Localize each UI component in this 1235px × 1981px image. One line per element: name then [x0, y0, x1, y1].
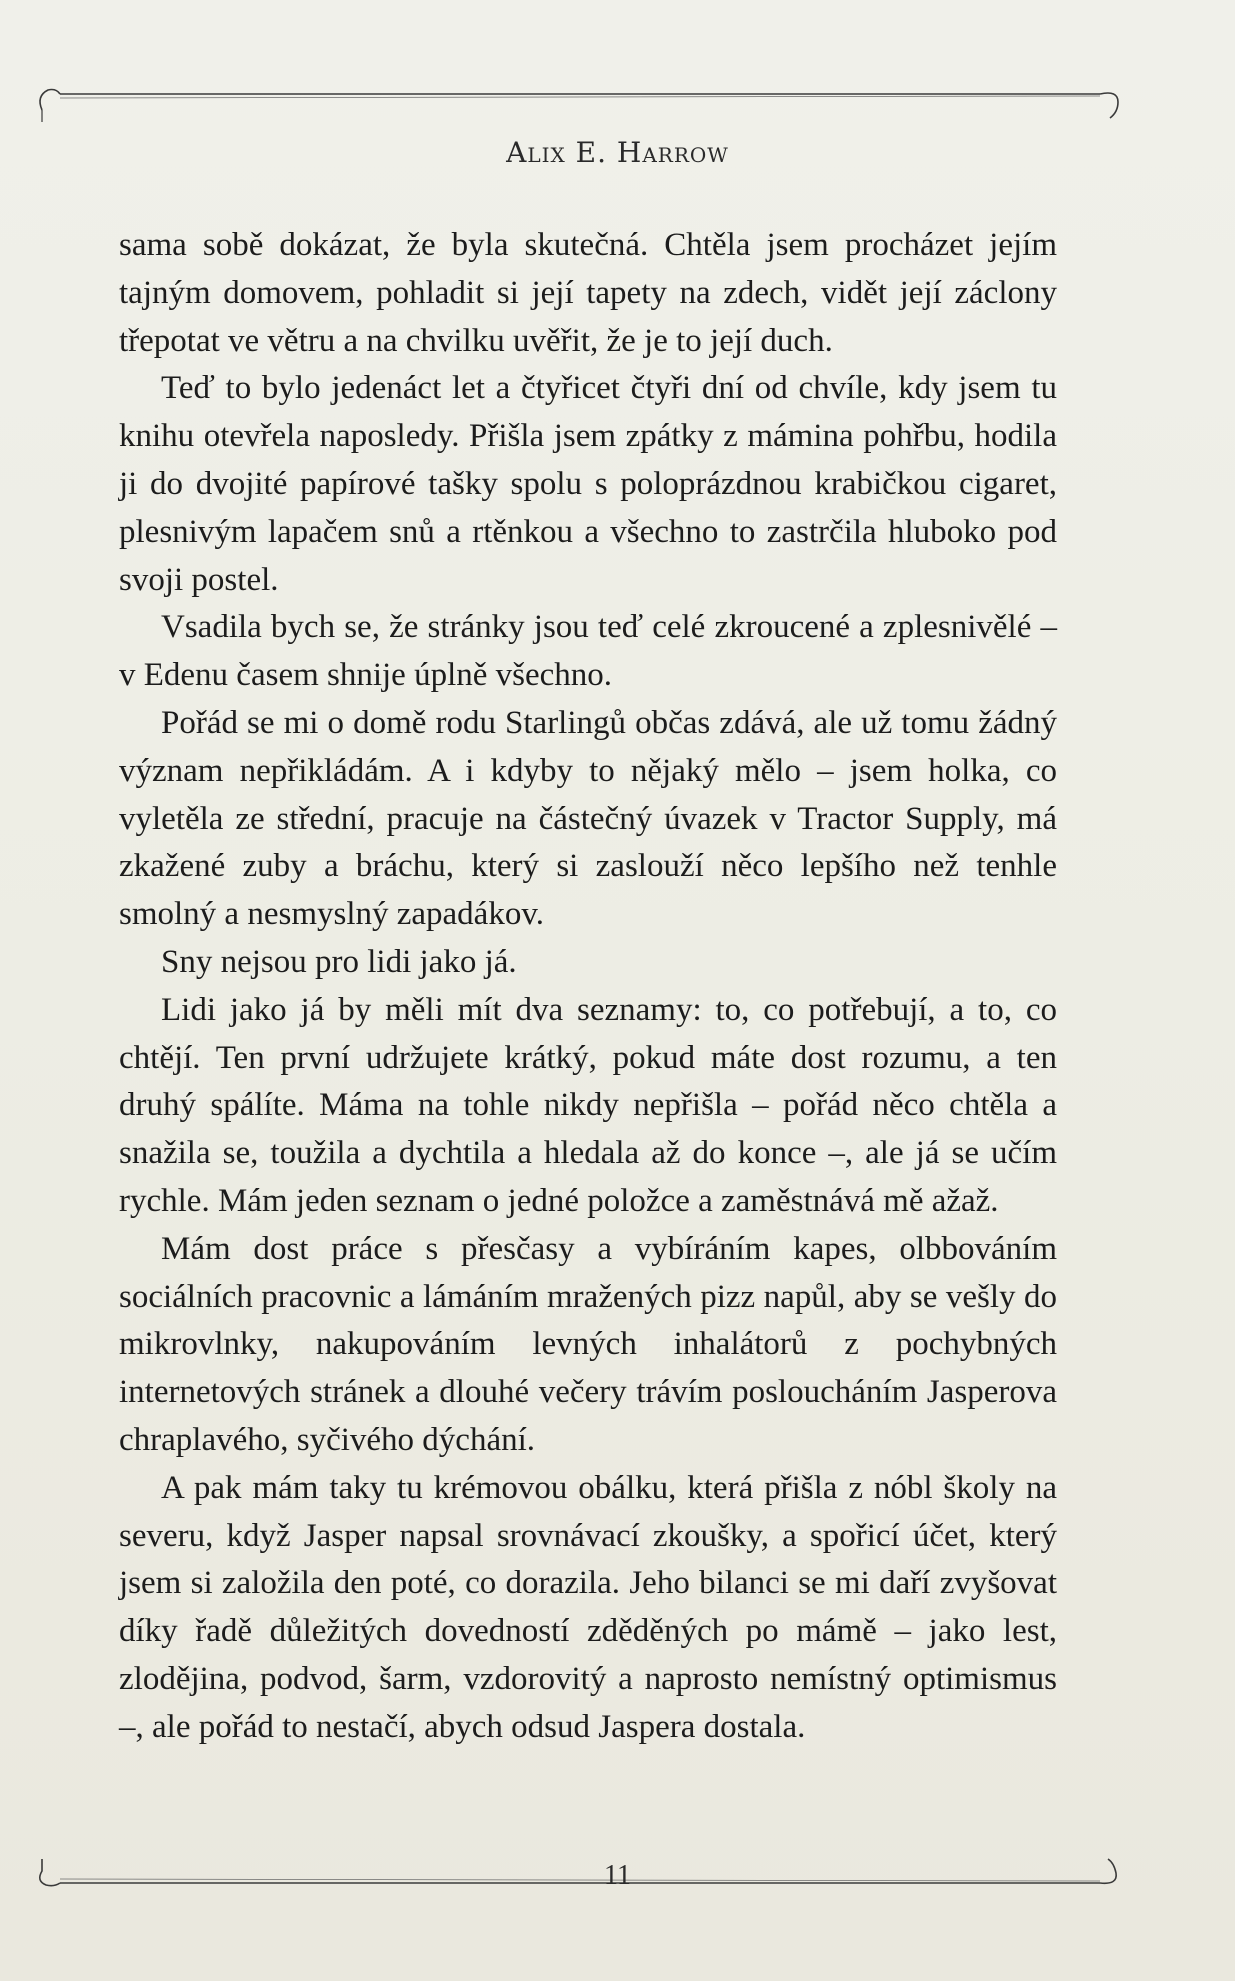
- body-text: [119, 222, 1057, 1752]
- top-ornament-frame: [30, 82, 1130, 122]
- paragraph: sama sobě dokázat, že byla skutečná. Chtěla jsem procházet jejím tajným domovem, pohladit si její tapety na zdech, vidět její záclony třepotat ve větru a na chvilku uvěřit, že je to její duch.: [119, 227, 1057, 359]
- paragraph: Pořád se mi o domě rodu Starlingů občas zdává, ale už tomu žádný význam nepřikládám. A i kdyby to nějaký mělo – jsem holka, co vyletěla ze střední, pracuje na částečný úvazek v Tractor Supply, má zkažené zuby a bráchu, který si zaslouží něco lepšího než tenhle smolný a nesmyslný zapadákov.: [119, 704, 1057, 933]
- running-head: Alix E. Harrow: [506, 136, 729, 169]
- top-frame-ornament: [30, 82, 1130, 122]
- paragraph: Vsadila bych se, že stránky jsou teď celé zkroucené a zplesnivělé – v Edenu časem shnije úplně všechno.: [119, 609, 1057, 694]
- paragraph: Mám dost práce s přesčasy a vybíráním kapes, olbbováním sociálních pracovnic a lámáním mražených pizz napůl, aby se vešly do mikrovlnky, nakupováním levných inhalátorů z pochybných internetových stránek a dlouhé večery trávím posloucháním Jasperova chraplavého, syčivého dýchání.: [119, 1230, 1057, 1458]
- paragraph: A pak mám taky tu krémovou obálku, která přišla z nóbl školy na severu, když Jasper napsal srovnávací zkoušky, a spořicí účet, který jsem si založila den poté, co dorazila. Jeho bilanci se mi daří zvyšovat díky řadě důležitých dovedností zděděných po mámě – jako lest, zlodějina, podvod, šarm, vzdorovitý a naprosto nemístný optimismus –, ale pořád to nestačí, abych odsud Jaspera dostala.: [119, 1469, 1057, 1745]
- page-number: 11: [604, 1860, 631, 1891]
- paragraph: Lidi jako já by měli mít dva seznamy: to, co potřebují, a to, co chtějí. Ten první udržujete krátký, pokud máte dost rozumu, a ten druhý spálíte. Máma na tohle nikdy nepřišla – pořád něco chtěla a snažila se, toužila a dychtila a hledala až do konce –, ale já se učím rychle. Mám jeden seznam o jedné položce a zaměstnává mě ažaž.: [119, 991, 1057, 1219]
- paragraph: Teď to bylo jedenáct let a čtyřicet čtyři dní od chvíle, kdy jsem tu knihu otevřela naposledy. Přišla jsem zpátky z mámina pohřbu, hodila ji do dvojité papírové tašky spolu s poloprázdnou krabičkou cigaret, plesnivým lapačem snů a rtěnkou a všechno to zastrčila hluboko pod svoji postel.: [119, 370, 1057, 598]
- paragraph: Sny nejsou pro lidi jako já.: [161, 943, 517, 980]
